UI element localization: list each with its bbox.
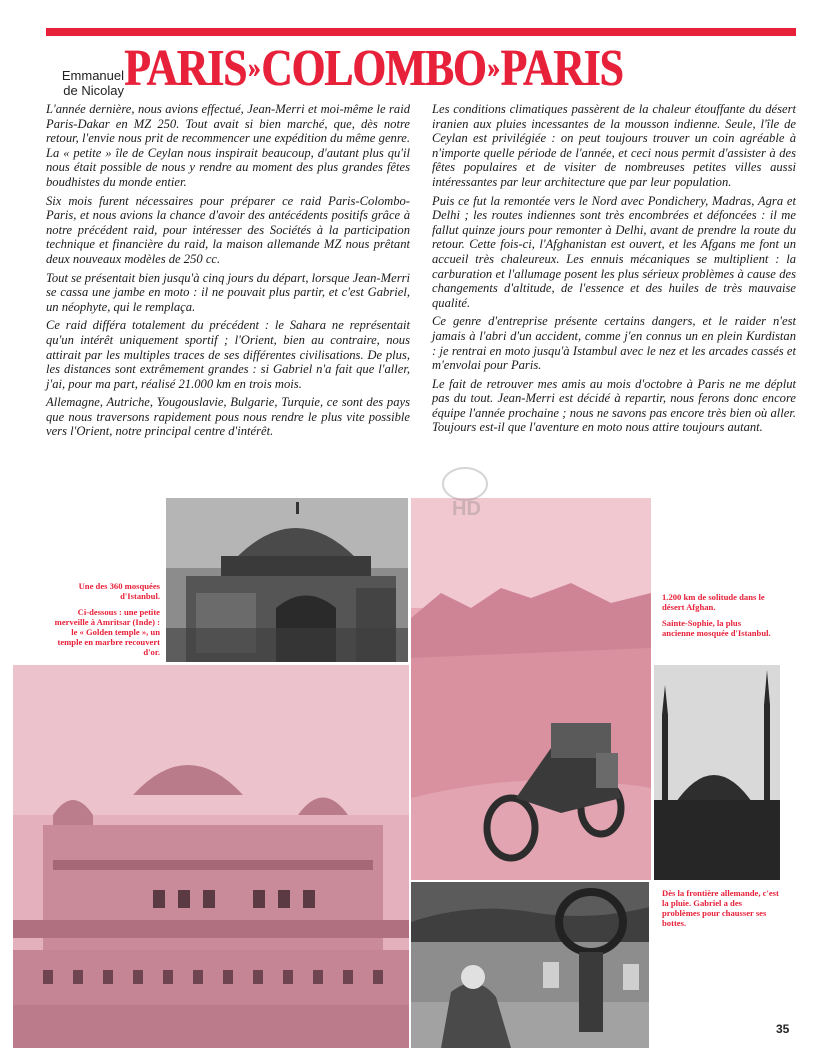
title-separator: » bbox=[487, 51, 499, 84]
paragraph: Allemagne, Autriche, Yougouslavie, Bulgarie, Turquie, ce sont des pays que nous traversons rapidement pous nous rendre le plus vite possible vers l'Orient, notre principal centre d'intérêt. bbox=[46, 395, 410, 439]
photo-afghan-desert-motorcycle bbox=[411, 498, 651, 880]
page-number: 35 bbox=[776, 1022, 790, 1036]
paragraph: L'année dernière, nous avions effectué, Jean-Merri et moi-même le raid Paris-Dakar en MZ 250. Tout avait si bien marché, que, dès notre retour, l'envie nous prit de recommencer une expédition du même genre. La « petite » île de Ceylan nous inspirait beaucoup, d'autant plus qu'il nous était possible de nous y rendre au moment des plus grandes fêtes boudhistes du monde entier. bbox=[46, 102, 410, 189]
paragraph: Tout se présentait bien jusqu'à cinq jours du départ, lorsque Jean-Merri se cassa une jambe en moto : il ne pouvait plus partir, et c'est Gabriel, un néophyte, qui le remplaça. bbox=[46, 270, 410, 314]
title-part-paris-start: PARIS bbox=[124, 39, 247, 97]
watermark-text: HD bbox=[452, 498, 481, 520]
author-byline: Emmanuel de Nicolay bbox=[61, 68, 124, 98]
top-rule bbox=[46, 28, 796, 36]
caption-istanbul-mosque: Une des 360 mosquées d'Istanbul. bbox=[78, 581, 160, 601]
paragraph: Les conditions climatiques passèrent de la chaleur étouffante du désert iranien aux pluies incessantes de la mousson indienne. Seule, l'île de Ceylan est privilégiée : on peut toujours trouver un coin agréable à n'importe quelle période de l'année, et ceci nous permit d'assister à des fêtes populaires et de visiter de nombreuses petites villes aussi intéressantes par leur architecture que par leur population. bbox=[432, 102, 796, 189]
caption-german-border: Dès la frontière allemande, c'est la pluie. Gabriel a des problèmes pour chausser ses bottes. bbox=[662, 888, 779, 928]
paragraph: Six mois furent nécessaires pour préparer ce raid Paris-Colombo-Paris, et nous avions la chance d'avoir des antécédents positifs grâce à notre précédent raid, pour intéresser des Sociétés à la participation technique et financière du raid, la maison allemande MZ nous prêtant deux nouveaux modèles de 250 cc. bbox=[46, 193, 410, 266]
article-column-left bbox=[46, 102, 410, 443]
caption-right-top bbox=[662, 592, 772, 644]
paragraph: Ce raid différa totalement du précédent : le Sahara ne représentait qu'un intérêt uniquement sportif ; l'Orient, bien au contraire, nous attirait par les multiples traces de ses différentes civilisations. De plus, les distances sont extrêmement grandes : si Gabriel n'a fait que l'aller, j'ai, pour ma part, réalisé 21.000 km en trois mois. bbox=[46, 318, 410, 391]
article-column-right bbox=[432, 102, 796, 439]
title-separator: » bbox=[247, 51, 260, 84]
caption-right-bottom bbox=[662, 888, 780, 934]
caption-sainte-sophie: Sainte-Sophie, la plus ancienne mosquée d'Istanbul. bbox=[662, 618, 771, 638]
title-part-colombo: COLOMBO bbox=[261, 39, 486, 97]
caption-left bbox=[50, 581, 160, 663]
photo-golden-temple-amritsar bbox=[13, 665, 409, 1048]
photo-istanbul-mosque bbox=[166, 498, 408, 662]
photo-sainte-sophie bbox=[654, 665, 780, 880]
caption-afghan-desert: 1.200 km de solitude dans le désert Afghan. bbox=[662, 592, 765, 612]
paragraph: Ce genre d'entreprise présente certains dangers, et le raider n'est jamais à l'abri d'un accident, comme j'en connus un en plein Kurdistan : je rentrai en moto jusqu'à Istambul avec le nez et les arcades cassés et m'envolai pour Paris. bbox=[432, 314, 796, 373]
photo-german-border-rain bbox=[411, 882, 649, 1048]
watermark-logo bbox=[430, 462, 500, 520]
paragraph: Le fait de retrouver mes amis au mois d'octobre à Paris ne me déplut pas du tout. Jean-Merri est décidé à repartir, nous ferons donc encore équipe l'année prochaine ; nous ne savons pas encore très bien où aller. Toujours est-il que l'aventure en moto nous attire toujours autant. bbox=[432, 376, 796, 435]
article-title bbox=[124, 38, 682, 98]
paragraph: Puis ce fut la remontée vers le Nord avec Pondichery, Madras, Agra et Delhi ; les routes indiennes sont très encombrées et défoncées : il me fallut quinze jours pour remonter à Delhi, avant de prendre la route du retour. Cette fois-ci, l'Afghanistan est ouvert, et les Afgans me font un accueil très chaleureux. Les ennuis mécaniques se multiplient : la carburation et l'allumage posent les plus sérieux problèmes à cause des changements d'altitude, de l'essence et des huiles de très mauvaise qualité. bbox=[432, 193, 796, 310]
title-part-paris-end: PARIS bbox=[500, 39, 623, 97]
caption-golden-temple: Ci-dessous : une petite merveille à Amritsar (Inde) : le « Golden temple », un temple en marbre recouvert d'or. bbox=[54, 607, 160, 657]
